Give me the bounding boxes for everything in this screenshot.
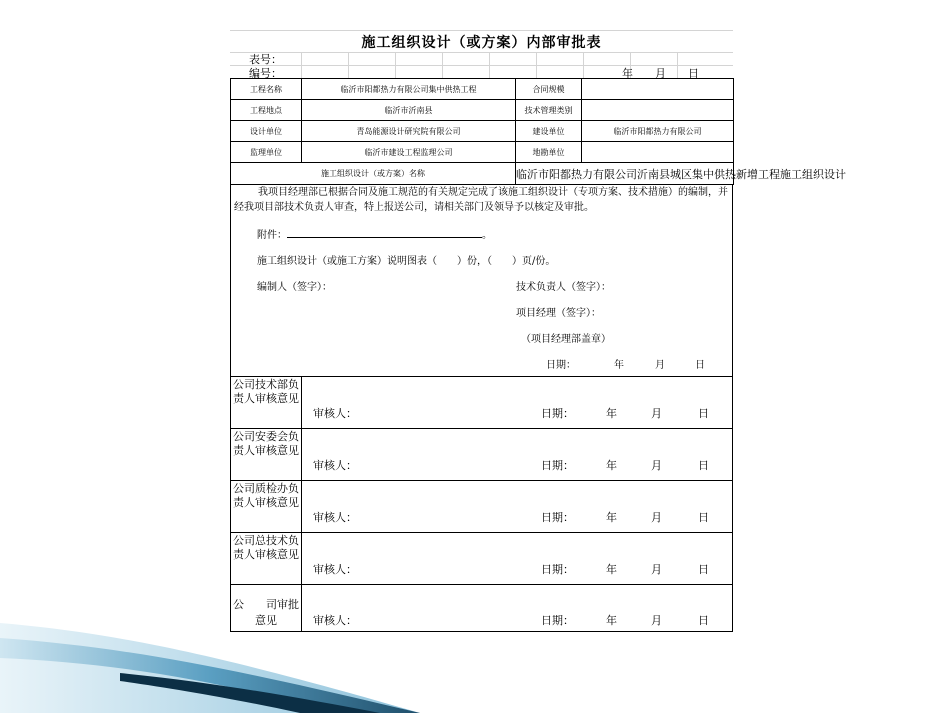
review-day: 日 (698, 511, 709, 524)
reviewer-label: 审核人： (313, 563, 357, 576)
review-day: 日 (698, 459, 709, 472)
project-location-value: 临沂市沂南县 (302, 100, 516, 121)
review-year: 年 (606, 459, 617, 472)
review-month: 月 (651, 511, 662, 524)
approval-form (230, 30, 846, 632)
design-unit-value: 青岛能源设计研究院有限公司 (302, 121, 516, 142)
review-row-safety-committee (230, 429, 733, 481)
tech-category-label: 技术管理类别 (516, 100, 582, 121)
date-label: 日期： (546, 360, 576, 371)
review-month: 月 (651, 563, 662, 576)
project-location-label: 工程地点 (231, 100, 302, 121)
date-month: 月 (655, 360, 665, 371)
review-date-label: 日期： (541, 614, 574, 627)
review-month: 月 (651, 459, 662, 472)
review-month: 月 (651, 614, 662, 627)
review-year: 年 (606, 407, 617, 420)
supervision-unit-label: 监理单位 (231, 142, 302, 163)
drawings-count-line: 施工组织设计（或施工方案）说明图表（ ）份，（ ）页/份。 (257, 256, 556, 267)
table-number-label: 表号： (249, 53, 282, 66)
form-title: 施工组织设计（或方案）内部审批表 (361, 35, 602, 51)
serial-number-label: 编号： (249, 67, 282, 80)
attachment-label: 附件： (257, 230, 287, 241)
date-year: 年 (614, 360, 624, 371)
review-day: 日 (698, 563, 709, 576)
review-day: 日 (698, 614, 709, 627)
review-date-label: 日期： (541, 407, 574, 420)
survey-unit-label: 地勘单位 (516, 142, 582, 163)
reviewer-label: 审核人： (313, 511, 357, 524)
attachment-blank (287, 228, 482, 238)
table-row (231, 121, 734, 142)
project-name-value: 临沂市阳都热力有限公司集中供热工程 (302, 79, 516, 100)
project-name-label: 工程名称 (231, 79, 302, 100)
contract-scale-label: 合同规模 (516, 79, 582, 100)
review-day: 日 (698, 407, 709, 420)
review-label: 公 司审批意见 (231, 585, 302, 631)
review-year: 年 (606, 614, 617, 627)
attachment-line: 附件： 。 (257, 230, 492, 241)
tech-category-value (582, 100, 734, 121)
header-date: 年 月 日 (622, 67, 699, 80)
review-label: 公司质检办负责人审核意见 (231, 481, 302, 532)
review-date-label: 日期： (541, 563, 574, 576)
review-date-label: 日期： (541, 511, 574, 524)
plan-name-label: 施工组织设计（或方案）名称 (231, 163, 516, 185)
review-year: 年 (606, 511, 617, 524)
table-row (231, 163, 734, 185)
owner-unit-label: 建设单位 (516, 121, 582, 142)
review-row-quality-office (230, 481, 733, 533)
plan-name-value: 临沂市阳都热力有限公司沂南县城区集中供热新增工程施工组织设计 (516, 163, 734, 185)
declaration-section (230, 184, 733, 377)
review-date-label: 日期： (541, 459, 574, 472)
seal-label: （项目经理部盖章） (521, 334, 611, 345)
reviewer-label: 审核人： (313, 614, 357, 627)
survey-unit-value (582, 142, 734, 163)
supervision-unit-value: 临沂市建设工程监理公司 (302, 142, 516, 163)
project-info-table (230, 78, 846, 185)
table-row (231, 142, 734, 163)
reviewer-label: 审核人： (313, 459, 357, 472)
tech-lead-signature-label: 技术负责人（签字）： (516, 282, 611, 293)
review-label: 公司总技术负责人审核意见 (231, 533, 302, 584)
review-month: 月 (651, 407, 662, 420)
table-row (231, 100, 734, 121)
table-row (231, 79, 734, 100)
review-row-chief-engineer (230, 533, 733, 585)
review-row-tech-dept (230, 377, 733, 429)
review-label: 公司安委会负责人审核意见 (231, 429, 302, 480)
design-unit-label: 设计单位 (231, 121, 302, 142)
declaration-paragraph: 我项目经理部已根据合同及施工规范的有关规定完成了该施工组织设计（专项方案、技术措施）的编制，并经我项目部技术负责人审查，特上报送公司，请相关部门及领导予以核定及审批。 (234, 187, 728, 213)
pm-signature-label: 项目经理（签字）： (516, 308, 601, 319)
compiler-signature-label: 编制人（签字）： (257, 282, 332, 293)
contract-scale-value (582, 79, 734, 100)
date-day: 日 (695, 360, 705, 371)
reviewer-label: 审核人： (313, 407, 357, 420)
review-label: 公司技术部负责人审核意见 (231, 377, 302, 428)
owner-unit-value: 临沂市阳都热力有限公司 (582, 121, 734, 142)
review-row-company-approval (230, 585, 733, 632)
review-year: 年 (606, 563, 617, 576)
